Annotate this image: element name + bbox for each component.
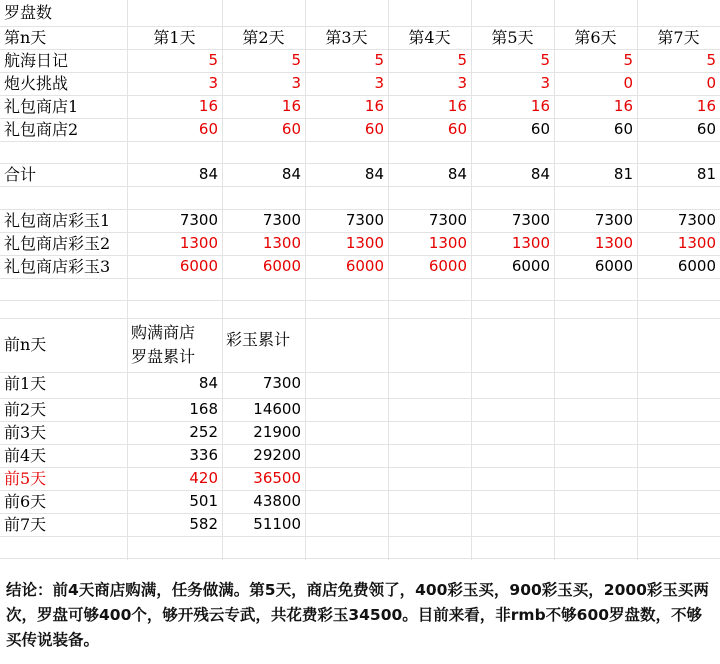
- cumulative-header-days[interactable]: 前n天: [4, 335, 47, 354]
- value-cell[interactable]: 16: [530, 97, 550, 115]
- jade-value-cell[interactable]: 1300: [677, 234, 716, 252]
- header-day-5[interactable]: 第5天: [491, 28, 534, 47]
- total-cell[interactable]: 84: [281, 165, 301, 183]
- jade-value-cell[interactable]: 7300: [179, 211, 218, 229]
- row-label[interactable]: 航海日记: [4, 51, 69, 70]
- jade-row-label[interactable]: 礼包商店彩玉3: [4, 257, 111, 276]
- total-cell[interactable]: 84: [530, 165, 550, 183]
- value-cell[interactable]: 60: [198, 120, 218, 138]
- header-day-7[interactable]: 第7天: [657, 28, 700, 47]
- header-day-2[interactable]: 第2天: [242, 28, 285, 47]
- jade-value-cell[interactable]: 1300: [262, 234, 301, 252]
- grid-row-line: [0, 558, 720, 559]
- total-label[interactable]: 合计: [4, 165, 37, 184]
- jade-value-cell[interactable]: 1300: [511, 234, 550, 252]
- jade-value-cell[interactable]: 7300: [428, 211, 467, 229]
- cumulative-jade-cell[interactable]: 21900: [253, 423, 301, 441]
- jade-value-cell[interactable]: 6000: [511, 257, 550, 275]
- jade-value-cell[interactable]: 1300: [345, 234, 384, 252]
- cumulative-compass-cell[interactable]: 582: [189, 515, 218, 533]
- jade-value-cell[interactable]: 6000: [262, 257, 301, 275]
- cumulative-row-label[interactable]: 前5天: [4, 469, 47, 488]
- conclusion-text: 结论：前4天商店购满，任务做满。第5天，商店免费领了，400彩玉买，900彩玉买，2000彩玉买两次，罗盘可够400个，够开残云专武，共花费彩玉34500。目前来看，非rmb不够600罗盘数，不够买传说装备。: [6, 581, 709, 649]
- cumulative-header-compass-line1: 购满商店: [131, 323, 196, 342]
- jade-value-cell[interactable]: 7300: [511, 211, 550, 229]
- cumulative-compass-cell[interactable]: 168: [189, 400, 218, 418]
- grid-row-line: [0, 186, 720, 187]
- cumulative-compass-cell[interactable]: 336: [189, 446, 218, 464]
- row-label[interactable]: 礼包商店2: [4, 120, 79, 139]
- jade-value-cell[interactable]: 1300: [594, 234, 633, 252]
- header-day-1[interactable]: 第1天: [153, 28, 196, 47]
- value-cell[interactable]: 16: [281, 97, 301, 115]
- jade-row-label[interactable]: 礼包商店彩玉2: [4, 234, 111, 253]
- value-cell[interactable]: 16: [198, 97, 218, 115]
- jade-value-cell[interactable]: 6000: [677, 257, 716, 275]
- jade-value-cell[interactable]: 1300: [428, 234, 467, 252]
- value-cell[interactable]: 3: [291, 74, 301, 92]
- cumulative-row-label[interactable]: 前1天: [4, 374, 47, 393]
- jade-value-cell[interactable]: 7300: [677, 211, 716, 229]
- value-cell[interactable]: 5: [374, 51, 384, 69]
- grid-row-line: [0, 536, 720, 537]
- header-day-label[interactable]: 第n天: [4, 28, 47, 47]
- cumulative-jade-cell[interactable]: 29200: [253, 446, 301, 464]
- value-cell[interactable]: 60: [447, 120, 467, 138]
- value-cell[interactable]: 60: [613, 120, 633, 138]
- value-cell[interactable]: 3: [374, 74, 384, 92]
- value-cell[interactable]: 60: [364, 120, 384, 138]
- grid-row-line: [0, 300, 720, 301]
- cumulative-compass-cell[interactable]: 84: [198, 374, 218, 392]
- jade-value-cell[interactable]: 6000: [428, 257, 467, 275]
- jade-value-cell[interactable]: 7300: [262, 211, 301, 229]
- value-cell[interactable]: 16: [447, 97, 467, 115]
- cumulative-jade-cell[interactable]: 36500: [253, 469, 301, 487]
- value-cell[interactable]: 16: [613, 97, 633, 115]
- grid-row-line: [0, 278, 720, 279]
- cumulative-jade-cell[interactable]: 43800: [253, 492, 301, 510]
- sheet-title[interactable]: 罗盘数: [4, 3, 53, 22]
- header-day-3[interactable]: 第3天: [325, 28, 368, 47]
- total-cell[interactable]: 84: [198, 165, 218, 183]
- row-label[interactable]: 炮火挑战: [4, 74, 69, 93]
- value-cell[interactable]: 5: [706, 51, 716, 69]
- cumulative-compass-cell[interactable]: 420: [189, 469, 218, 487]
- cumulative-header-jade[interactable]: 彩玉累计: [226, 330, 291, 349]
- total-cell[interactable]: 81: [696, 165, 716, 183]
- jade-value-cell[interactable]: 6000: [594, 257, 633, 275]
- cumulative-row-label[interactable]: 前4天: [4, 446, 47, 465]
- total-cell[interactable]: 84: [364, 165, 384, 183]
- total-cell[interactable]: 81: [613, 165, 633, 183]
- cumulative-header-compass-line2: 罗盘累计: [131, 347, 196, 366]
- cumulative-jade-cell[interactable]: 7300: [262, 374, 301, 392]
- cumulative-jade-cell[interactable]: 51100: [253, 515, 301, 533]
- cumulative-compass-cell[interactable]: 501: [189, 492, 218, 510]
- jade-value-cell[interactable]: 7300: [594, 211, 633, 229]
- value-cell[interactable]: 16: [364, 97, 384, 115]
- value-cell[interactable]: 5: [623, 51, 633, 69]
- jade-value-cell[interactable]: 7300: [345, 211, 384, 229]
- value-cell[interactable]: 60: [696, 120, 716, 138]
- cumulative-row-label[interactable]: 前2天: [4, 400, 47, 419]
- cumulative-row-label[interactable]: 前7天: [4, 515, 47, 534]
- value-cell[interactable]: 3: [208, 74, 218, 92]
- grid-row-line: [0, 141, 720, 142]
- total-cell[interactable]: 84: [447, 165, 467, 183]
- value-cell[interactable]: 3: [457, 74, 467, 92]
- value-cell[interactable]: 0: [706, 74, 716, 92]
- value-cell[interactable]: 5: [208, 51, 218, 69]
- value-cell[interactable]: 16: [696, 97, 716, 115]
- cumulative-header-compass[interactable]: [127, 318, 222, 372]
- value-cell[interactable]: 5: [291, 51, 301, 69]
- jade-value-cell[interactable]: 6000: [345, 257, 384, 275]
- cumulative-row-label[interactable]: 前3天: [4, 423, 47, 442]
- value-cell[interactable]: 5: [457, 51, 467, 69]
- row-label[interactable]: 礼包商店1: [4, 97, 79, 116]
- header-day-4[interactable]: 第4天: [408, 28, 451, 47]
- value-cell[interactable]: 3: [540, 74, 550, 92]
- cumulative-row-label[interactable]: 前6天: [4, 492, 47, 511]
- jade-value-cell[interactable]: 1300: [179, 234, 218, 252]
- value-cell[interactable]: 5: [540, 51, 550, 69]
- jade-row-label[interactable]: 礼包商店彩玉1: [4, 211, 111, 230]
- header-day-6[interactable]: 第6天: [574, 28, 617, 47]
- value-cell[interactable]: 60: [530, 120, 550, 138]
- jade-value-cell[interactable]: 6000: [179, 257, 218, 275]
- cumulative-compass-cell[interactable]: 252: [189, 423, 218, 441]
- cumulative-jade-cell[interactable]: 14600: [253, 400, 301, 418]
- value-cell[interactable]: 60: [281, 120, 301, 138]
- value-cell[interactable]: 0: [623, 74, 633, 92]
